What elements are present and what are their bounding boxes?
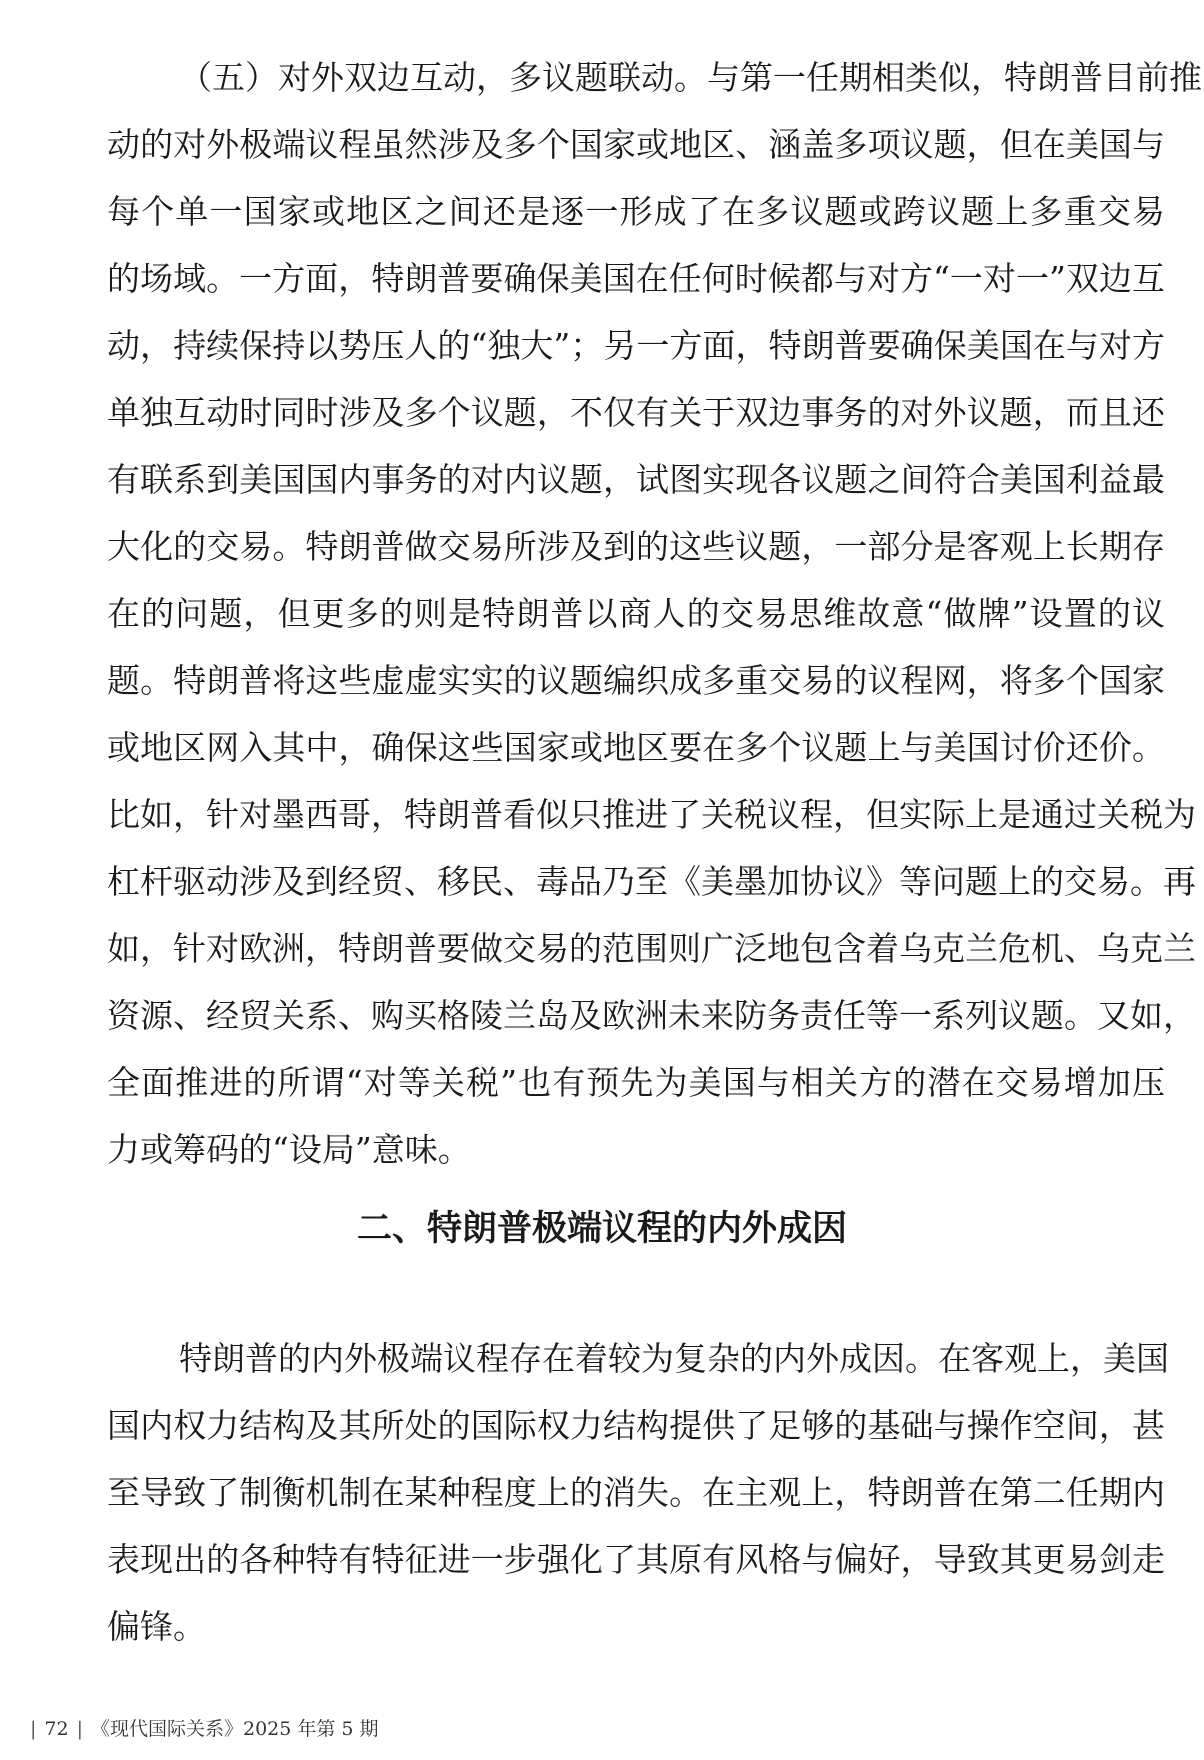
body-paragraph-2 <box>107 1325 1169 1660</box>
paragraph-line: （五）对外双边互动，多议题联动。与第一任期相类似，特朗普目前推 <box>179 58 1202 97</box>
paragraph-line: 比如，针对墨西哥，特朗普看似只推进了关税议程，但实际上是通过关税为 <box>107 795 1196 834</box>
section-heading: 二、特朗普极端议程的内外成因 <box>356 1208 847 1249</box>
paragraph-line: 全面推进的所谓“对等关税”也有预先为美国与相关方的潜在交易增加压 <box>107 1063 1165 1102</box>
footer-separator: | <box>76 1718 83 1740</box>
paragraph-line: 的场域。一方面，特朗普要确保美国在任何时候都与对方“一对一”双边互 <box>107 259 1165 298</box>
paragraph-line: 表现出的各种特有特征进一步强化了其原有风格与偏好，导致其更易剑走 <box>107 1540 1165 1579</box>
paragraph-line: 偏锋。 <box>107 1607 206 1646</box>
paragraph-line: 在的问题，但更多的则是特朗普以商人的交易思维故意“做牌”设置的议 <box>107 594 1165 633</box>
page-number: 72 <box>44 1718 69 1740</box>
paragraph-line: 有联系到美国国内事务的对内议题，试图实现各议题之间符合美国利益最 <box>107 460 1165 499</box>
paragraph-line: 单独互动时同时涉及多个议题，不仅有关于双边事务的对外议题，而且还 <box>107 393 1165 432</box>
body-paragraph-1 <box>107 44 1202 1183</box>
paragraph-line: 动的对外极端议程虽然涉及多个国家或地区、涵盖多项议题，但在美国与 <box>107 125 1165 164</box>
paragraph-line: 如，针对欧洲，特朗普要做交易的范围则广泛地包含着乌克兰危机、乌克兰 <box>107 929 1196 968</box>
paragraph-line: 特朗普的内外极端议程存在着较为复杂的内外成因。在客观上，美国 <box>179 1339 1169 1378</box>
paragraph-line: 每个单一国家或地区之间还是逐一形成了在多议题或跨议题上多重交易 <box>107 192 1165 231</box>
paragraph-line: 题。特朗普将这些虚虚实实的议题编织成多重交易的议程网，将多个国家 <box>107 661 1165 700</box>
paragraph-line: 大化的交易。特朗普做交易所涉及到的这些议题，一部分是客观上长期存 <box>107 527 1165 566</box>
paragraph-line: 至导致了制衡机制在某种程度上的消失。在主观上，特朗普在第二任期内 <box>107 1473 1165 1512</box>
journal-issue: 《现代国际关系》2025 年第 5 期 <box>91 1718 379 1740</box>
paragraph-line: 或地区网入其中，确保这些国家或地区要在多个议题上与美国讨价还价。 <box>107 728 1165 767</box>
footer-separator: | <box>30 1718 37 1740</box>
paragraph-line: 国内权力结构及其所处的国际权力结构提供了足够的基础与操作空间，甚 <box>107 1406 1165 1445</box>
paragraph-line: 杠杆驱动涉及到经贸、移民、毒品乃至《美墨加协议》等问题上的交易。再 <box>107 862 1196 901</box>
page-footer <box>30 1714 379 1744</box>
paragraph-line: 动，持续保持以势压人的“独大”；另一方面，特朗普要确保美国在与对方 <box>107 326 1165 365</box>
paragraph-line: 资源、经贸关系、购买格陵兰岛及欧洲未来防务责任等一系列议题。又如， <box>107 996 1196 1035</box>
paragraph-line: 力或筹码的“设局”意味。 <box>107 1130 471 1169</box>
